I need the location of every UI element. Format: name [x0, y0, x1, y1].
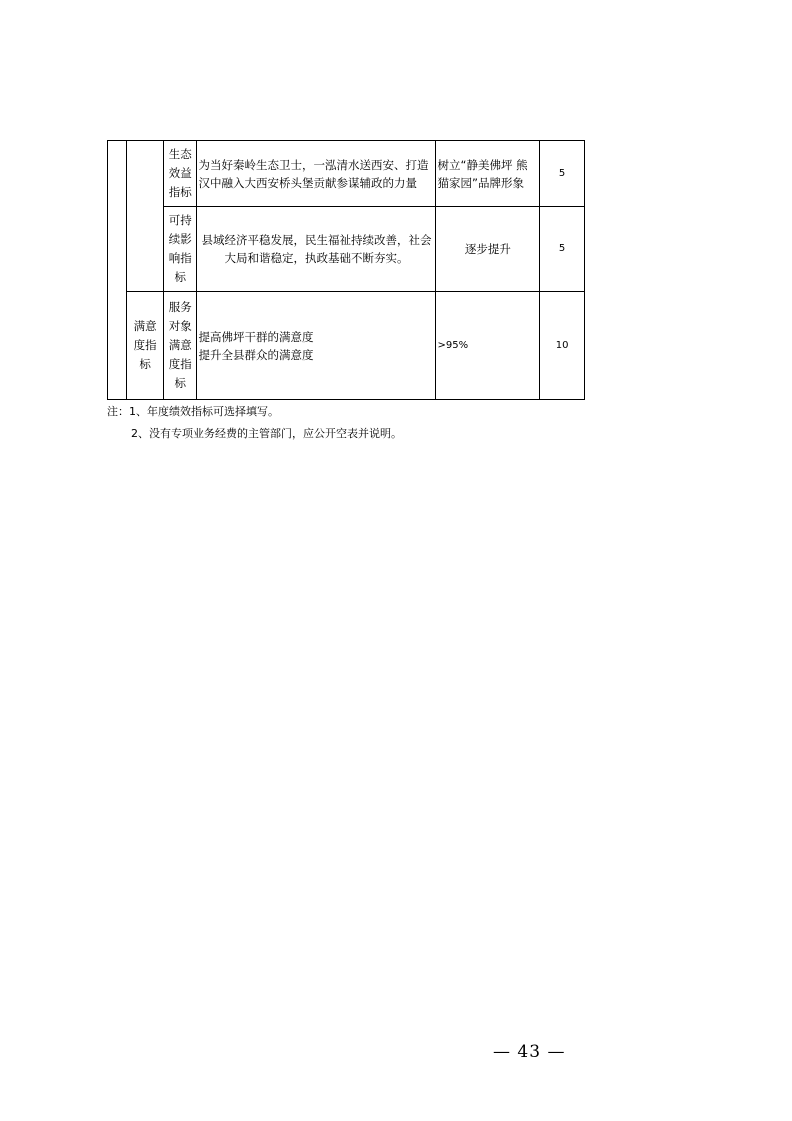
level2-indicator-cell: 满意度指标 — [127, 292, 164, 400]
level1-indicator-cell — [108, 141, 127, 400]
indicator-content-cell — [197, 292, 436, 400]
table-row — [108, 207, 585, 292]
indicator-weight-cell: 5 — [540, 141, 585, 207]
indicator-target-cell: 逐步提升 — [436, 207, 540, 292]
performance-indicator-table — [107, 140, 585, 400]
indicator-content-line: 提升全县群众的满意度 — [198, 347, 314, 362]
indicator-target-cell: >95% — [436, 292, 540, 400]
table-row — [108, 141, 585, 207]
indicator-target-cell: 树立“静美佛坪 熊猫家园”品牌形象 — [436, 141, 540, 207]
indicator-weight-cell: 10 — [540, 292, 585, 400]
table-note: 2、没有专项业务经费的主管部门，应公开空表并说明。 — [131, 427, 402, 440]
table-note: 注：1、年度绩效指标可选择填写。 — [107, 405, 279, 418]
level3-indicator-cell: 服务对象满意度指标 — [163, 292, 197, 400]
table-row — [108, 292, 585, 400]
indicator-weight-cell: 5 — [540, 207, 585, 292]
level3-indicator-cell: 生态效益指标 — [163, 141, 197, 207]
indicator-content-cell: 为当好秦岭生态卫士，一泓清水送西安、打造汉中融入大西安桥头堡贡献参谋辅政的力量 — [197, 141, 436, 207]
indicator-content-cell: 县域经济平稳发展，民生福祉持续改善，社会大局和谐稳定，执政基础不断夯实。 — [197, 207, 436, 292]
level2-indicator-cell — [127, 141, 164, 292]
page-number: — 43 — — [493, 1042, 566, 1062]
indicator-content-line: 提高佛坪干群的满意度 — [198, 329, 314, 344]
level3-indicator-cell: 可持续影响指标 — [163, 207, 197, 292]
